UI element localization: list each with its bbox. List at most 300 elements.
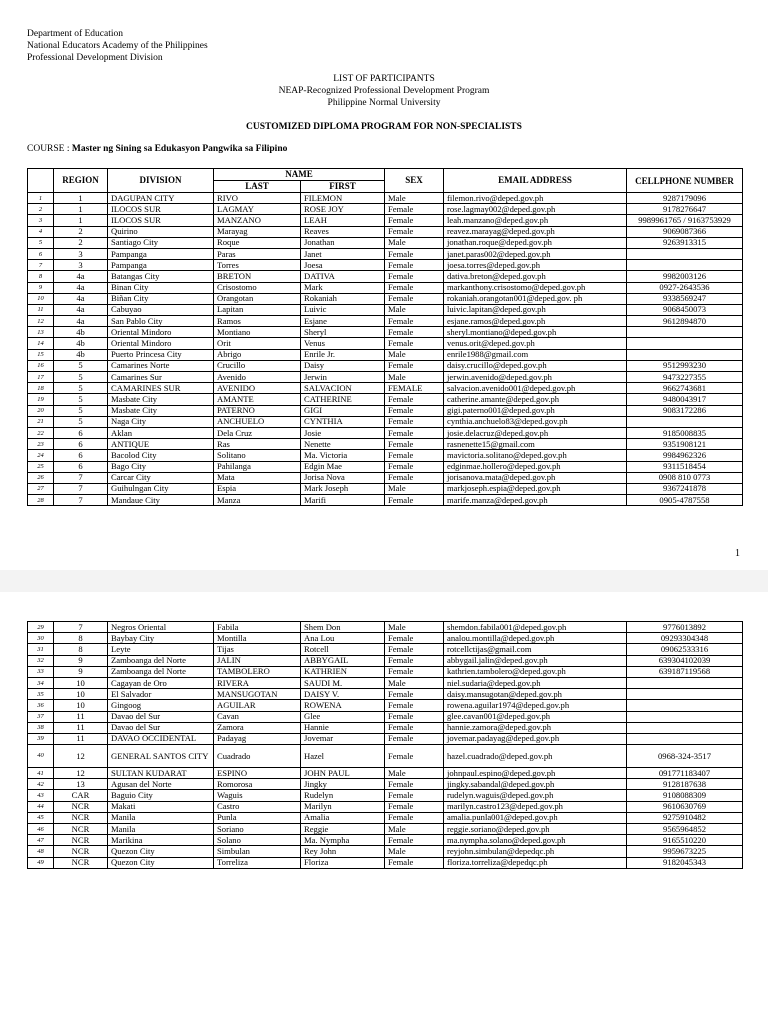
region-cell: 1 [54,215,108,226]
table-row [28,824,743,835]
email-cell: glee.cavan001@deped.gov.ph [444,711,627,722]
last-name-cell: ANCHUELO [214,416,301,427]
email-cell: johnpaul.espino@deped.gov.ph [444,768,627,779]
last-name-cell: Paras [214,248,301,259]
last-name-cell: Montiano [214,327,301,338]
row-number: 43 [28,790,54,801]
table-row [28,495,743,506]
sex-cell: Male [385,846,444,857]
last-name-cell: AGUILAR [214,700,301,711]
region-cell: 4b [54,338,108,349]
region-cell: 1 [54,204,108,215]
sex-cell: Female [385,711,444,722]
division-cell: Biñan City [108,293,214,304]
cellphone-cell [627,416,743,427]
table-row [28,700,743,711]
region-cell: 7 [54,495,108,506]
row-number: 2 [28,204,54,215]
division-cell: Bago City [108,461,214,472]
sex-cell: Female [385,416,444,427]
email-cell: marilyn.castro123@deped.gov.ph [444,801,627,812]
last-name-cell: Ramos [214,316,301,327]
col-division: DIVISION [108,169,214,193]
row-number: 13 [28,327,54,338]
row-number: 48 [28,846,54,857]
division-cell: ILOCOS SUR [108,215,214,226]
table-row [28,722,743,733]
region-cell: NCR [54,835,108,846]
row-number: 12 [28,316,54,327]
region-cell: 4b [54,327,108,338]
last-name-cell: MANSUGOTAN [214,689,301,700]
email-cell: rokaniah.orangotan001@deped.gov. ph [444,293,627,304]
division-cell: Makati [108,801,214,812]
last-name-cell: Soriano [214,824,301,835]
region-cell: 7 [54,472,108,483]
division-cell: Zamboanga del Norte [108,655,214,666]
table-row [28,327,743,338]
last-name-cell: AMANTE [214,394,301,405]
table-row [28,360,743,371]
email-cell: enrile1988@gmail.com [444,349,627,360]
first-name-cell: Reaves [301,226,385,237]
sex-cell: Female [385,633,444,644]
email-cell: venus.orit@deped.gov.ph [444,338,627,349]
region-cell: 7 [54,483,108,494]
sex-cell: Female [385,812,444,823]
cellphone-cell: 9178276647 [627,204,743,215]
email-cell: rudelyn.waguis@deped.gov.ph [444,790,627,801]
document-title: LIST OF PARTICIPANTS [333,74,435,84]
division-cell: Agusan del Norte [108,779,214,790]
region-cell: 4a [54,316,108,327]
row-number: 33 [28,666,54,677]
cellphone-cell [627,700,743,711]
row-number: 36 [28,700,54,711]
table-row [28,450,743,461]
sex-cell: Female [385,327,444,338]
table-row [28,483,743,494]
first-name-cell: GIGI [301,405,385,416]
row-number: 7 [28,260,54,271]
table-row [28,304,743,315]
cellphone-cell: 9473227355 [627,372,743,383]
table-row [28,846,743,857]
row-number: 19 [28,394,54,405]
email-cell: markanthony.crisostomo@deped.gov.ph [444,282,627,293]
sex-cell: Female [385,835,444,846]
sex-cell: Female [385,461,444,472]
table-row [28,733,743,744]
first-name-cell: Rotcell [301,644,385,655]
sex-cell: Female [385,700,444,711]
col-sex: SEX [385,169,444,193]
last-name-cell: Mata [214,472,301,483]
first-name-cell: Sheryl [301,327,385,338]
cellphone-cell [627,711,743,722]
cellphone-cell: 9367241878 [627,483,743,494]
first-name-cell: Jonathan [301,237,385,248]
email-cell: marife.manza@deped.gov.ph [444,495,627,506]
last-name-cell: Roque [214,237,301,248]
first-name-cell: Jingky [301,779,385,790]
row-number: 44 [28,801,54,812]
table-row [28,689,743,700]
region-cell: 10 [54,677,108,688]
email-cell: rowena.aguilar1974@deped.gov.ph [444,700,627,711]
document-page-2 [0,592,768,1024]
region-cell: 2 [54,226,108,237]
row-number: 1 [28,193,54,204]
row-number: 49 [28,857,54,868]
cellphone-cell: 9984962326 [627,450,743,461]
row-number: 46 [28,824,54,835]
row-number: 47 [28,835,54,846]
first-name-cell: Amalia [301,812,385,823]
sex-cell: Female [385,450,444,461]
row-number: 18 [28,383,54,394]
sex-cell: Female [385,779,444,790]
first-name-cell: Mark [301,282,385,293]
region-cell: 12 [54,745,108,768]
cellphone-cell: 9338569247 [627,293,743,304]
participants-table-page-1 [27,168,743,506]
division-cell: Manila [108,812,214,823]
cellphone-cell: 9108088309 [627,790,743,801]
last-name-cell: Castro [214,801,301,812]
cellphone-cell: 9612894870 [627,316,743,327]
region-cell: 11 [54,733,108,744]
row-number: 8 [28,271,54,282]
division-cell: Puerto Princesa City [108,349,214,360]
sex-cell: Male [385,483,444,494]
cellphone-cell: 9083172286 [627,405,743,416]
last-name-cell: Espia [214,483,301,494]
table-row [28,644,743,655]
course-value: Master ng Sining sa Edukasyon Pangwika sa Filipino [71,144,288,154]
row-number: 25 [28,461,54,472]
division-cell: El Salvador [108,689,214,700]
row-number: 42 [28,779,54,790]
cellphone-cell: 9263913315 [627,237,743,248]
first-name-cell: Enrile Jr. [301,349,385,360]
first-name-cell: Marilyn [301,801,385,812]
first-name-cell: Marifi [301,495,385,506]
sex-cell: Male [385,349,444,360]
division-cell: San Pablo City [108,316,214,327]
email-cell: janet.paras002@deped.gov.ph [444,248,627,259]
sex-cell: Male [385,372,444,383]
sex-cell: Female [385,801,444,812]
email-cell: markjoseph.espia@deped.gov.ph [444,483,627,494]
email-cell: jovemar.padayag@deped.gov.ph [444,733,627,744]
division-cell: Davao del Sur [108,711,214,722]
row-number: 40 [28,745,54,768]
cellphone-cell: 639187119568 [627,666,743,677]
row-number: 17 [28,372,54,383]
last-name-cell: Abrigo [214,349,301,360]
cellphone-cell [627,733,743,744]
region-cell: 11 [54,711,108,722]
row-number: 22 [28,427,54,438]
last-name-cell: Solano [214,835,301,846]
email-cell: ma.nympha.solano@deped.gov.ph [444,835,627,846]
first-name-cell: Reggie [301,824,385,835]
email-cell: hannie.zamora@deped.gov.ph [444,722,627,733]
region-cell: 6 [54,427,108,438]
sex-cell: Female [385,790,444,801]
email-cell: dativa.breton@deped.gov.ph [444,271,627,282]
region-cell: 9 [54,655,108,666]
row-number: 45 [28,812,54,823]
table-row [28,260,743,271]
first-name-cell: Rudelyn [301,790,385,801]
first-name-cell: Luivic [301,304,385,315]
row-number: 11 [28,304,54,315]
cellphone-cell: 9069087366 [627,226,743,237]
email-cell: hazel.cuadrado@deped.gov.ph [444,745,627,768]
row-number: 9 [28,282,54,293]
last-name-cell: MANZANO [214,215,301,226]
sex-cell: Female [385,689,444,700]
cellphone-cell: 9959673225 [627,846,743,857]
division-cell: CAMARINES SUR [108,383,214,394]
sex-cell: Female [385,226,444,237]
cellphone-cell: 9982003126 [627,271,743,282]
region-cell: 10 [54,700,108,711]
row-number: 16 [28,360,54,371]
first-name-cell: Shem Don [301,622,385,633]
email-cell: daisy.crucillo@deped.gov.ph [444,360,627,371]
division-cell: Pampanga [108,248,214,259]
region-cell: 5 [54,405,108,416]
division-cell: Davao del Sur [108,722,214,733]
email-cell: sheryl.montiano@deped.gov.ph [444,327,627,338]
cellphone-cell: 091771183407 [627,768,743,779]
cellphone-cell: 639304102039 [627,655,743,666]
sex-cell: Female [385,666,444,677]
sex-cell: Female [385,655,444,666]
table-row [28,226,743,237]
table-row [28,237,743,248]
agency-header [27,28,208,64]
region-cell: 10 [54,689,108,700]
first-name-cell: Jovemar [301,733,385,744]
region-cell: NCR [54,846,108,857]
agency-line-3: Professional Development Division [27,53,163,63]
email-cell: mavictoria.solitano@deped.gov.ph [444,450,627,461]
first-name-cell: Janet [301,248,385,259]
row-number: 20 [28,405,54,416]
row-number: 41 [28,768,54,779]
last-name-cell: Padayag [214,733,301,744]
first-name-cell: DATIVA [301,271,385,282]
division-cell: DAVAO OCCIDENTAL [108,733,214,744]
sex-cell: Female [385,405,444,416]
division-cell: SULTAN KUDARAT [108,768,214,779]
sex-cell: Male [385,237,444,248]
region-cell: 9 [54,666,108,677]
last-name-cell: Tijas [214,644,301,655]
first-name-cell: Ana Lou [301,633,385,644]
division-cell: DAGUPAN CITY [108,193,214,204]
row-number: 24 [28,450,54,461]
table-row [28,790,743,801]
last-name-cell: TAMBOLERO [214,666,301,677]
sex-cell: Female [385,427,444,438]
email-cell: filemon.rivo@deped.gov.ph [444,193,627,204]
last-name-cell: Crisostomo [214,282,301,293]
division-cell: Camarines Norte [108,360,214,371]
region-cell: 5 [54,383,108,394]
last-name-cell: Ras [214,439,301,450]
cellphone-cell: 9351908121 [627,439,743,450]
table-row [28,193,743,204]
table-row [28,416,743,427]
email-cell: edginmae.hollero@deped.gov.ph [444,461,627,472]
cellphone-cell: 9480043917 [627,394,743,405]
cellphone-cell: 9989961765 / 9163753929 [627,215,743,226]
first-name-cell: SALVACION [301,383,385,394]
division-cell: Mandaue City [108,495,214,506]
last-name-cell: Montilla [214,633,301,644]
region-cell: 3 [54,260,108,271]
cellphone-cell: 9776013892 [627,622,743,633]
table-row [28,745,743,768]
table-row [28,204,743,215]
table-row [28,677,743,688]
cellphone-cell [627,722,743,733]
last-name-cell: Lapitan [214,304,301,315]
cellphone-cell: 9182045343 [627,857,743,868]
region-cell: 13 [54,779,108,790]
sex-cell: Female [385,857,444,868]
first-name-cell: Rokaniah [301,293,385,304]
sex-cell: Male [385,824,444,835]
cellphone-cell [627,338,743,349]
first-name-cell: Mark Joseph [301,483,385,494]
sex-cell: Female [385,722,444,733]
cellphone-cell [627,689,743,700]
email-cell: amalia.punla001@deped.gov.ph [444,812,627,823]
sex-cell: Female [385,248,444,259]
first-name-cell: CYNTHIA [301,416,385,427]
last-name-cell: Pahilanga [214,461,301,472]
division-cell: Quezon City [108,857,214,868]
sex-cell: Female [385,745,444,768]
row-number: 14 [28,338,54,349]
cellphone-cell: 09062533316 [627,644,743,655]
region-cell: 5 [54,360,108,371]
last-name-cell: Orit [214,338,301,349]
table-row [28,372,743,383]
last-name-cell: RIVO [214,193,301,204]
first-name-cell: JOHN PAUL [301,768,385,779]
row-number: 38 [28,722,54,733]
division-cell: Manila [108,824,214,835]
cellphone-cell: 9311518454 [627,461,743,472]
email-cell: kathrien.tambolero@deped.gov.ph [444,666,627,677]
email-cell: reavez.marayag@deped.gov.ph [444,226,627,237]
region-cell: 12 [54,768,108,779]
region-cell: 2 [54,237,108,248]
col-region: REGION [54,169,108,193]
table-row [28,835,743,846]
participants-table-page-2 [27,621,743,869]
sex-cell: Female [385,360,444,371]
division-cell: Masbate City [108,405,214,416]
table-row [28,383,743,394]
table-row [28,666,743,677]
last-name-cell: ESPINO [214,768,301,779]
region-cell: NCR [54,812,108,823]
table-row [28,349,743,360]
region-cell: 4a [54,282,108,293]
email-cell: leah.manzano@deped.gov.ph [444,215,627,226]
row-number: 32 [28,655,54,666]
last-name-cell: JALIN [214,655,301,666]
last-name-cell: Punla [214,812,301,823]
cellphone-cell [627,677,743,688]
division-cell: Aklan [108,427,214,438]
region-cell: 8 [54,633,108,644]
division-cell: GENERAL SANTOS CITY [108,745,214,768]
sex-cell: Male [385,193,444,204]
sex-cell: Female [385,472,444,483]
first-name-cell: Hannie [301,722,385,733]
last-name-cell: Manza [214,495,301,506]
cellphone-cell: 09293304348 [627,633,743,644]
table-row [28,405,743,416]
row-number: 10 [28,293,54,304]
region-cell: 4a [54,304,108,315]
first-name-cell: Ma. Nympha [301,835,385,846]
table-row [28,394,743,405]
first-name-cell: Esjane [301,316,385,327]
division-cell: Cagayan de Oro [108,677,214,688]
division-cell: Batangas City [108,271,214,282]
first-name-cell: DAISY V. [301,689,385,700]
first-name-cell: Hazel [301,745,385,768]
first-name-cell: FILEMON [301,193,385,204]
cellphone-cell: 9512993230 [627,360,743,371]
table-row [28,711,743,722]
program-title: CUSTOMIZED DIPLOMA PROGRAM FOR NON-SPECIALISTS [246,122,522,132]
region-cell: NCR [54,801,108,812]
email-cell: reyjohn.simbulan@depedqc.ph [444,846,627,857]
division-cell: Pampanga [108,260,214,271]
table-row [28,857,743,868]
row-number: 29 [28,622,54,633]
last-name-cell: Romorosa [214,779,301,790]
sex-cell: Female [385,293,444,304]
row-number: 37 [28,711,54,722]
cellphone-cell: 0905-4787558 [627,495,743,506]
region-cell: 4a [54,271,108,282]
email-cell: luivic.lapitan@deped.gov.ph [444,304,627,315]
table-row [28,316,743,327]
division-cell: Negros Oriental [108,622,214,633]
cellphone-cell [627,327,743,338]
table-row [28,472,743,483]
first-name-cell: Daisy [301,360,385,371]
last-name-cell: Dela Cruz [214,427,301,438]
email-cell: jingky.sabandal@deped.gov.ph [444,779,627,790]
last-name-cell: Crucillo [214,360,301,371]
table-row [28,768,743,779]
region-cell: NCR [54,857,108,868]
table-row [28,633,743,644]
